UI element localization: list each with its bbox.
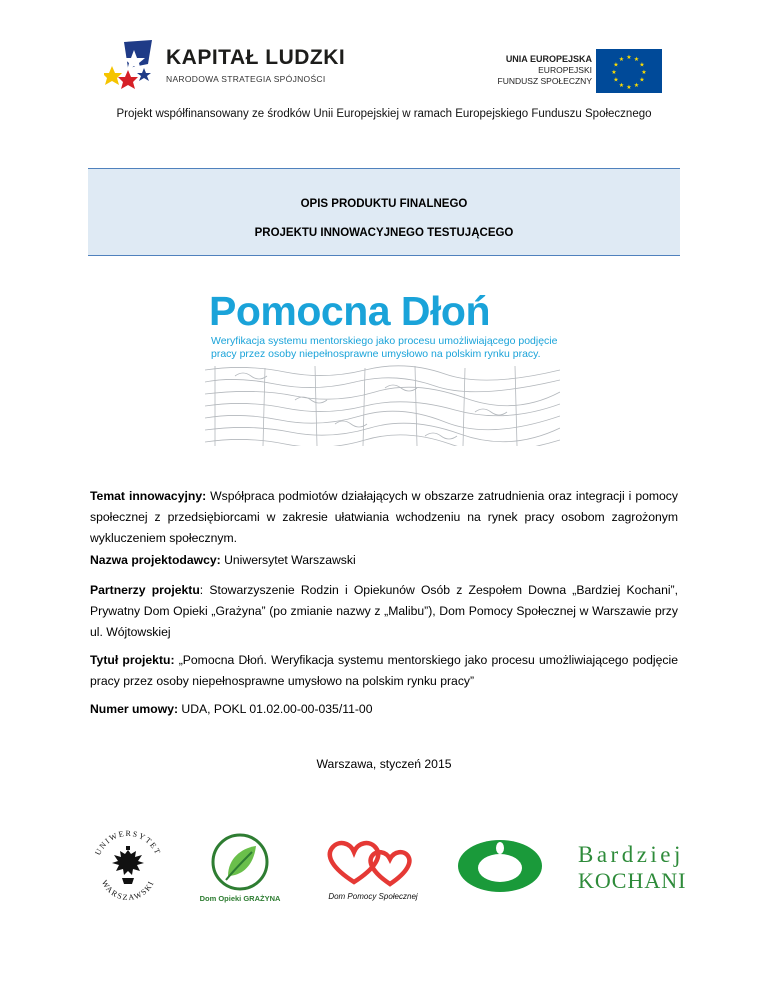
paragraph-partnerzy bbox=[90, 580, 678, 643]
tytul-value: „Pomocna Dłoń. Weryfikacja systemu mentorskiego jako procesu umożliwiającego podjęcie pracy przez osoby niepełnosprawne umysłowo na polskim rynku pracy” bbox=[90, 653, 678, 688]
svg-text:★: ★ bbox=[613, 76, 619, 84]
bardziej-text: Bardziej bbox=[578, 842, 684, 867]
paragraph-tytul bbox=[90, 650, 678, 692]
paragraph-numer bbox=[90, 699, 678, 720]
nazwa-value: Uniwersytet Warszawski bbox=[220, 553, 356, 567]
uw-ring-bottom-text: WARSZAWSKI bbox=[99, 878, 157, 903]
svg-text:★: ★ bbox=[626, 54, 632, 61]
leaf-icon bbox=[210, 832, 270, 892]
kapital-ludzki-subtitle: NARODOWA STRATEGIA SPÓJNOŚCI bbox=[166, 74, 326, 84]
dps-label: Dom Pomocy Społecznej bbox=[328, 892, 418, 901]
ue-line-2: EUROPEJSKI bbox=[538, 65, 592, 75]
uniwersytet-warszawski-seal-icon bbox=[88, 826, 168, 906]
temat-label: Temat innowacyjny: bbox=[90, 489, 207, 503]
svg-text:★: ★ bbox=[633, 82, 640, 89]
tytul-label: Tytuł projektu: bbox=[90, 653, 175, 667]
dom-pomocy-spolecznej-logo bbox=[318, 836, 428, 902]
banner-subtitle bbox=[211, 335, 557, 361]
kapital-ludzki-logo bbox=[104, 38, 344, 94]
svg-text:★: ★ bbox=[639, 61, 645, 69]
banner-subtitle-line-2: pracy przez osoby niepełnosprawne umysłowo na polskim rynku pracy. bbox=[211, 348, 541, 360]
kapital-ludzki-stars-icon bbox=[104, 38, 160, 94]
nazwa-label: Nazwa projektodawcy: bbox=[90, 553, 221, 567]
kochani-text: KOCHANI bbox=[578, 868, 687, 893]
cofinance-note: Projekt współfinansowany ze środków Unii Europejskiej w ramach Europejskiego Funduszu Społecznego bbox=[116, 108, 652, 120]
ue-line-3: FUNDUSZ SPOŁECZNY bbox=[497, 76, 592, 86]
product-banner bbox=[205, 276, 560, 446]
grazyna-label: Dom Opieki GRAŻYNA bbox=[199, 894, 281, 903]
banner-title: Pomocna Dłoń bbox=[209, 288, 491, 334]
svg-text:★: ★ bbox=[641, 69, 647, 76]
paragraph-temat bbox=[90, 486, 678, 549]
svg-text:★: ★ bbox=[618, 56, 625, 63]
document-title-line-2: PROJEKTU INNOWACYJNEGO TESTUJĄCEGO bbox=[254, 227, 514, 239]
svg-text:★: ★ bbox=[613, 61, 619, 69]
dom-opieki-grazyna-logo bbox=[186, 832, 294, 904]
numer-value: UDA, POKL 01.02.00-00-035/11-00 bbox=[178, 702, 373, 716]
bardziej-kochani-ring-icon bbox=[452, 836, 548, 896]
temat-value: Współpraca podmiotów działających w obszarze zatrudnienia oraz integracji i pomocy społecznej z przedsiębiorcami w zakresie ułatwiania wchodzeniu na rynek pracy osobom zagrożonym wykluczeniem społecznym. bbox=[90, 489, 678, 545]
svg-text:★: ★ bbox=[633, 56, 640, 63]
svg-text:★: ★ bbox=[618, 82, 625, 89]
title-box bbox=[88, 168, 680, 256]
kapital-ludzki-title: KAPITAŁ LUDZKI bbox=[166, 46, 346, 69]
two-hearts-icon bbox=[324, 836, 422, 888]
svg-text:★: ★ bbox=[626, 84, 632, 91]
uw-ring-top-text: UNIWERSYTET bbox=[93, 828, 163, 857]
banner-subtitle-line-1: Weryfikacja systemu mentorskiego jako procesu umożliwiającego podjęcie bbox=[211, 335, 558, 347]
svg-text:★: ★ bbox=[611, 69, 617, 76]
place-and-date: Warszawa, styczeń 2015 bbox=[316, 757, 452, 771]
document-title-line-1: OPIS PRODUKTU FINALNEGO bbox=[300, 198, 468, 210]
partnerzy-value: : Stowarzyszenie Rodzin i Opiekunów Osób z Zespołem Downa „Bardziej Kochani”, Prywatny Dom Opieki „Grażyna” (po zmianie nazwy z „Malibu”), Dom Pomocy Społecznej w Warszawie przy ul. Wójtowskiej bbox=[90, 583, 678, 639]
handshake-pattern-illustration bbox=[205, 362, 560, 446]
paragraph-nazwa bbox=[90, 550, 678, 571]
numer-label: Numer umowy: bbox=[90, 702, 179, 716]
eu-flag-icon bbox=[596, 49, 662, 93]
svg-text:★: ★ bbox=[639, 76, 645, 84]
ue-line-1: UNIA EUROPEJSKA bbox=[505, 54, 592, 64]
partnerzy-label: Partnerzy projektu bbox=[90, 583, 200, 597]
ue-label bbox=[498, 54, 592, 87]
